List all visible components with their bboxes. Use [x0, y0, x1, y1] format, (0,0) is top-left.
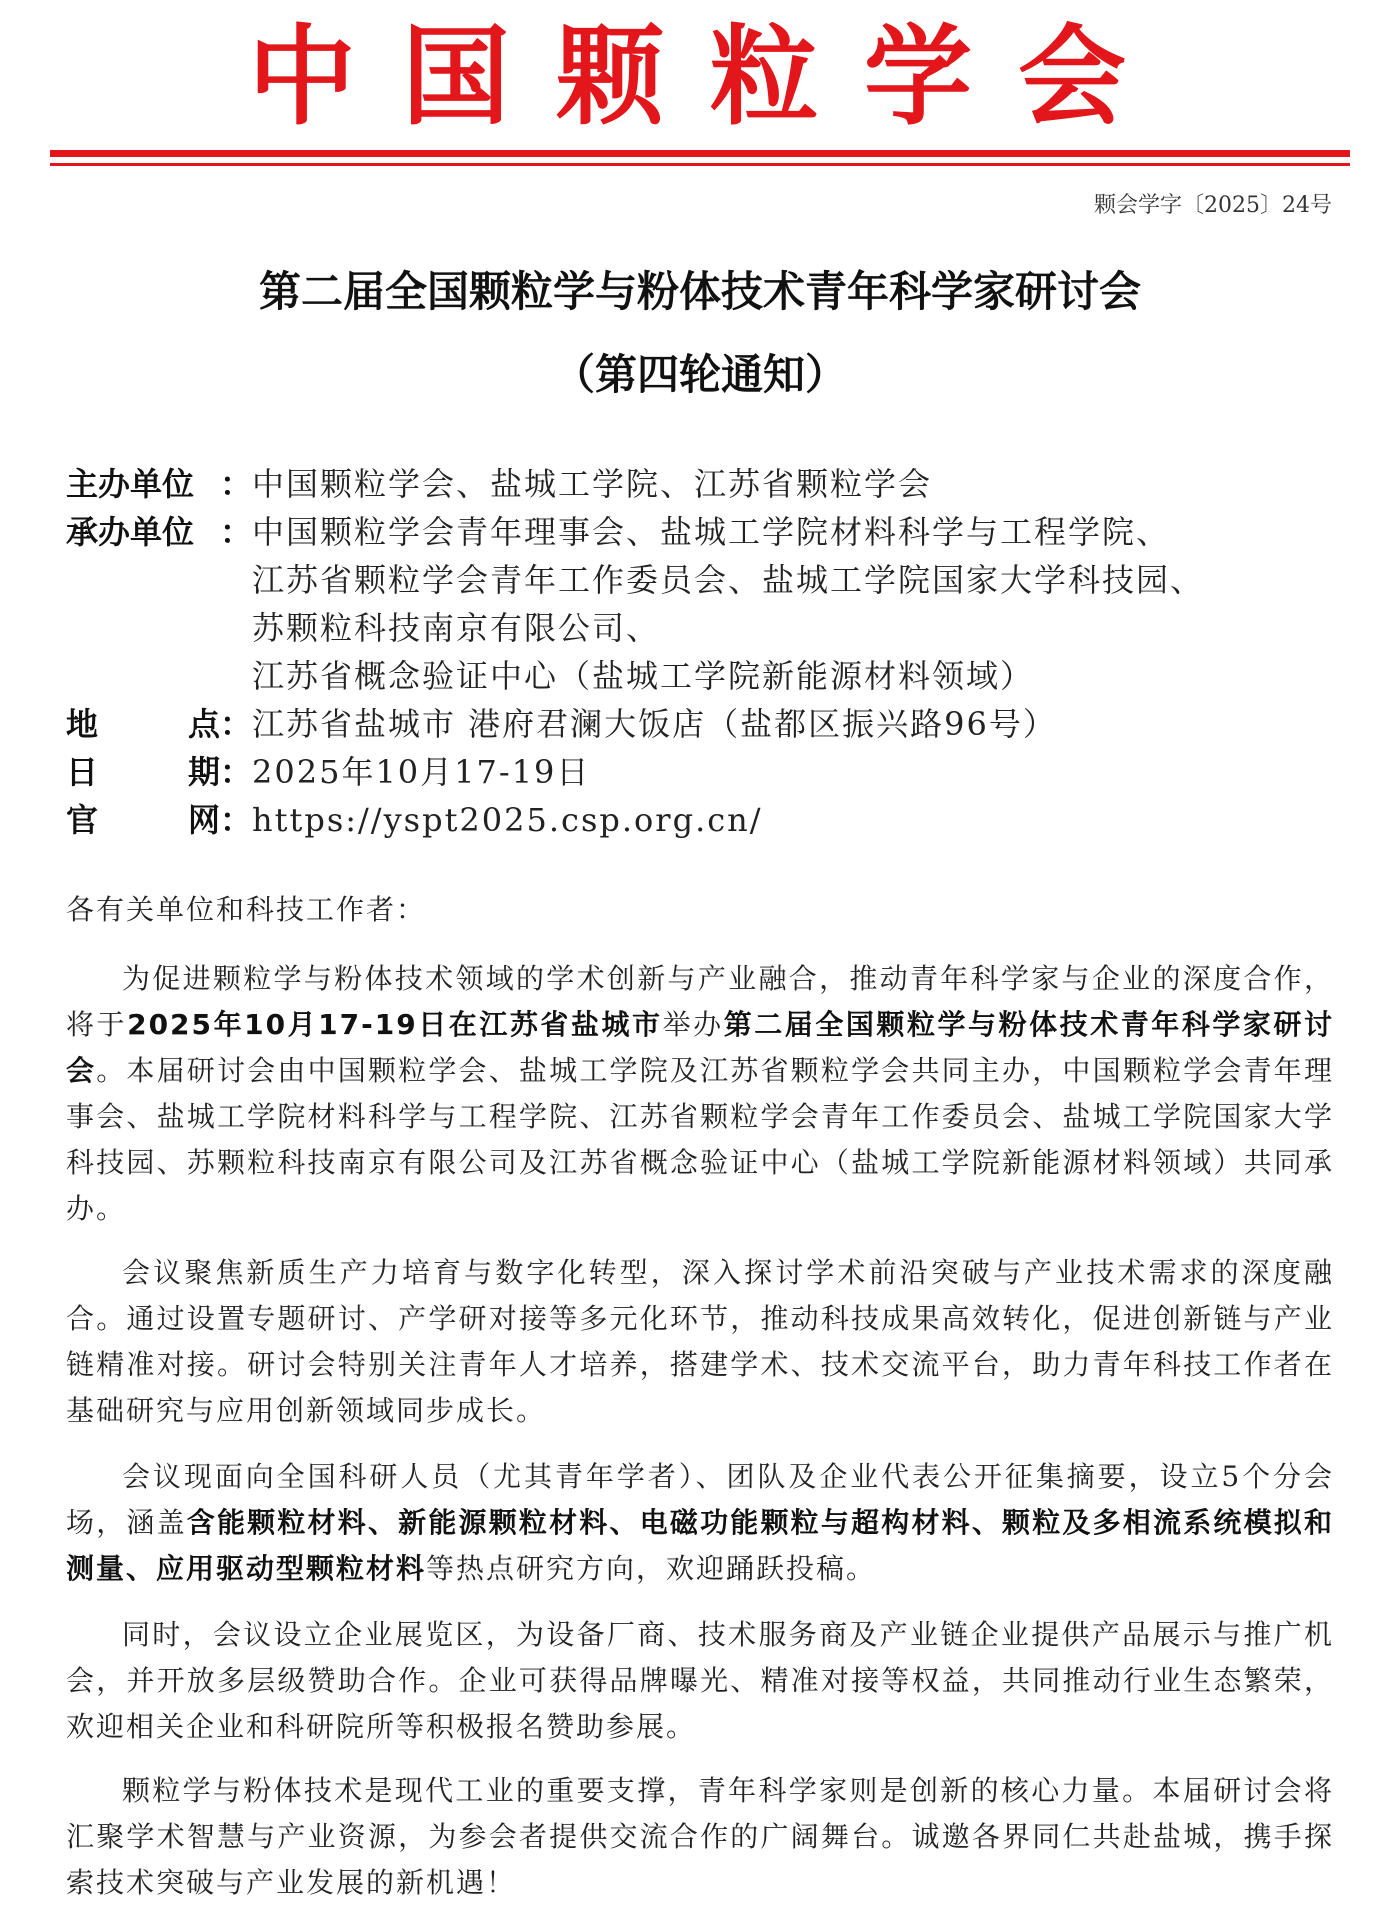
paragraph-call-for-abstracts: 会议现面向全国科研人员（尤其青年学者）、团队及企业代表公开征集摘要，设立5个分会场，涵盖含能颗粒材料、新能源颗粒材料、电磁功能颗粒与超构材料、颗粒及多相流系统模拟和测量、应用驱动型颗粒材料等热点研究方向，欢迎踊跃投稿。: [66, 1460, 1334, 1585]
info-label-location: 地 点：: [66, 705, 252, 743]
letterhead-rule-thin: [50, 163, 1350, 166]
document-number: 颗会学字〔2025〕24号: [1094, 193, 1332, 218]
info-row-host: [66, 460, 1356, 508]
bold-date-location: 2025年10月17-19日在江苏省盐城市: [127, 1008, 663, 1041]
host-line: 中国颗粒学会、盐城工学院、江苏省颗粒学会: [252, 465, 933, 503]
info-row-location: [66, 700, 1356, 748]
paragraph-intro: 为促进颗粒学与粉体技术领域的学术创新与产业融合，推动青年科学家与企业的深度合作，将于2025年10月17-19日在江苏省盐城市举办第二届全国颗粒学与粉体技术青年科学家研讨会。本届研讨会由中国颗粒学会、盐城工学院及江苏省颗粒学会共同主办，中国颗粒学会青年理事会、盐城工学院材料科学与工程学院、江苏省颗粒学会青年工作委员会、盐城工学院国家大学科技园、苏颗粒科技南京有限公司及江苏省概念验证中心（盐城工学院新能源材料领域）共同承办。: [66, 962, 1334, 1225]
document-subtitle: （第四轮通知）: [552, 350, 847, 399]
organizer-line: 中国颗粒学会青年理事会、盐城工学院材料科学与工程学院、: [252, 513, 1171, 551]
paragraph-focus: 会议聚焦新质生产力培育与数字化转型，深入探讨学术前沿突破与产业技术需求的深度融合。通过设置专题研讨、产学研对接等多元化环节，推动科技成果高效转化，促进创新链与产业链精准对接。研讨会特别关注青年人才培养，搭建学术、技术交流平台，助力青年科技工作者在基础研究与应用创新领域同步成长。: [66, 1256, 1334, 1427]
document-title: 第二届全国颗粒学与粉体技术青年科学家研讨会: [258, 267, 1141, 316]
info-row-organizer: [66, 508, 1356, 700]
info-row-website: [66, 796, 1356, 844]
organizer-line: 江苏省概念验证中心（盐城工学院新能源材料领域）: [252, 657, 1035, 695]
letterhead-rule-thick: [50, 150, 1350, 157]
organizer-line: 江苏省颗粒学会青年工作委员会、盐城工学院国家大学科技园、: [252, 561, 1205, 599]
bold-session-topics: 含能颗粒材料、新能源颗粒材料、电磁功能颗粒与超构材料、颗粒及多相流系统模拟和测量、应用驱动型颗粒材料: [66, 1506, 1334, 1585]
organizer-line: 苏颗粒科技南京有限公司、: [252, 609, 661, 647]
info-value-date: 2025年10月17-19日: [252, 753, 591, 791]
info-row-date: [66, 748, 1356, 796]
info-value-organizer: [252, 508, 1204, 700]
bold-event-name: 第二届全国颗粒学与粉体技术青年科学家研讨会: [66, 1008, 1334, 1087]
info-value-host: [252, 460, 932, 508]
info-label-website: 官 网：: [66, 801, 252, 839]
letterhead-org-name: 中国颗粒学会: [247, 15, 1172, 140]
salutation: 各有关单位和科技工作者：: [66, 893, 427, 926]
info-label-date: 日 期：: [66, 753, 252, 791]
info-label-host: 主办单位 ：: [66, 465, 252, 503]
info-value-location: 江苏省盐城市 港府君澜大饭店（盐都区振兴路96号）: [252, 705, 1057, 743]
paragraph-invitation: 颗粒学与粉体技术是现代工业的重要支撑，青年科学家则是创新的核心力量。本届研讨会将汇聚学术智慧与产业资源，为参会者提供交流合作的广阔舞台。诚邀各界同仁共赴盐城，携手探索技术突破与产业发展的新机遇！: [66, 1774, 1334, 1899]
info-label-organizer: 承办单位 ：: [66, 513, 252, 551]
event-info-block: [66, 460, 1356, 844]
info-value-website[interactable]: https://yspt2025.csp.org.cn/: [252, 801, 763, 839]
paragraph-exhibition: 同时，会议设立企业展览区，为设备厂商、技术服务商及产业链企业提供产品展示与推广机会，并开放多层级赞助合作。企业可获得品牌曝光、精准对接等权益，共同推动行业生态繁荣，欢迎相关企业和科研院所等积极报名赞助参展。: [66, 1618, 1334, 1743]
